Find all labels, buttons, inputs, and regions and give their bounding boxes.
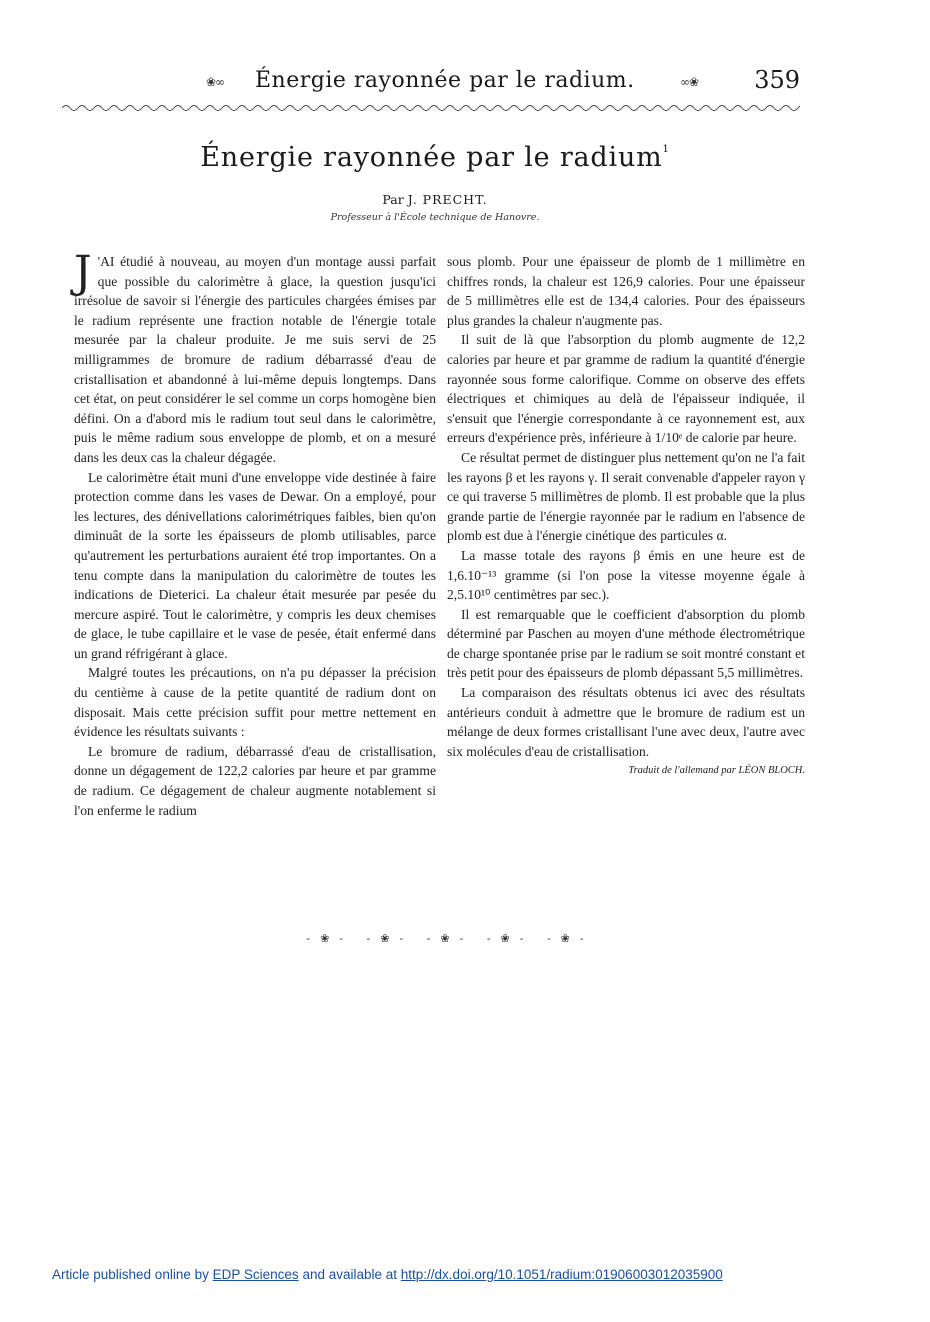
page-number: 359 xyxy=(754,66,800,94)
paragraph: La comparaison des résultats obtenus ici avec des résultats antérieurs conduit à admettre que le bromure de radium est un mélange de deux formes cristallisant l'une avec deux, l'autre avec six molécules d'eau de cristallisation. xyxy=(447,685,805,759)
paragraph: Le calorimètre était muni d'une enveloppe vide destinée à faire protection comme dans les vases de Dewar. On a employé, pour les lectures, des dénivellations calorimétriques faibles, bien qu'on diminuât de la sorte les épaisseurs de plomb utilisables, parce qu'autrement les perturbations auraient été trop importantes. On a tenu compte dans la manipulation du calorimètre de toutes les indications de Dieterici. La chaleur était mesurée par pesée du mercure aspiré. Tout le calorimètre, y compris les deux chemises de glace, le tube capillaire et le vase de pesée, était enfermé dans un grand réfrigérant à glace. xyxy=(74,469,436,661)
end-ornament-icon: -❀- -❀- -❀- -❀- -❀- xyxy=(306,932,594,945)
article-title-text: Énergie rayonnée par le radium xyxy=(200,142,663,173)
paragraph: Le bromure de radium, débarrassé d'eau de cristallisation, donne un dégagement de 122,2 calories par heure et par gramme de radium. Ce dégagement de chaleur augmente notablement si l'on enferme le radium xyxy=(74,743,436,818)
footer-prefix: Article published online by xyxy=(52,1267,209,1282)
paragraph: Ce résultat permet de distinguer plus nettement qu'on ne l'a fait les rayons β et les rayons γ. Il serait convenable d'appeler rayon γ ce qui traverse 5 millimètres de plomb. Il est probable que la plus grande partie de l'énergie rayonnée par le radium en l'absence de plomb est due à l'énergie cinétique des particules α. xyxy=(447,449,805,544)
paragraph: La masse totale des rayons β émis en une heure est de 1,6.10⁻¹³ gramme (si l'on pose la vitesse moyenne égale à 2,5.10¹⁰ centimètres par sec.). xyxy=(447,547,805,603)
paragraph: Malgré toutes les précautions, on n'a pu dépasser la précision du centième à cause de la petite quantité de radium dont on disposait. Mais cette précision suffit pour mettre nettement en évidence les résultats suivants : xyxy=(74,665,436,740)
paragraph: sous plomb. Pour une épaisseur de plomb de 1 millimètre en chiffres ronds, la chaleur est 126,9 calories. Pour une épaisseur de 5 millimètres elle est de 134,4 calories. Pour des épaisseurs plus grandes la chaleur n'augmente pas. xyxy=(447,254,805,328)
paragraph-text: 'AI étudié à nouveau, au moyen d'un montage aussi parfait que possible du calorimètre à glace, la question jusqu'ici irrésolue de savoir si l'énergie des particules chargées émises par le radium représente une fraction notable de l'énergie totale mesurée par la chaleur produite. Je me suis servi de 25 milligrammes de bromure de radium débarrassé d'eau de cristallisation et abandonné à lui-même depuis longtemps. Dans cet état, on peut considérer le sel comme un corps homogène bien défini. On a d'abord mis le radium tout seul dans le calorimètre, puis le même radium sous enveloppe de plomb, et on a mesuré dans les deux cas la chaleur dégagée. xyxy=(74,254,436,465)
footnote-marker: 1 xyxy=(662,144,670,155)
doi-link[interactable]: http://dx.doi.org/10.1051/radium:01906003012035900 xyxy=(400,1267,723,1282)
byline xyxy=(0,192,870,207)
right-column xyxy=(447,252,805,781)
paragraph: Il est remarquable que le coefficient d'absorption du plomb déterminé par Paschen au moyen d'une méthode électrométrique de charge spontanée prise par le radium se soit montré constant et très petit pour des épaisseurs de plomb dépassant 5,5 millimètres. xyxy=(447,606,805,681)
running-title: Énergie rayonnée par le radium. xyxy=(255,68,635,93)
publisher-link[interactable]: EDP Sciences xyxy=(212,1267,299,1282)
fleuron-left-icon: ❀∞ xyxy=(206,75,225,89)
paragraph: Il suit de là que l'absorption du plomb augmente de 12,2 calories par heure et par gramme de radium la quantité d'énergie rayonnée sous forme calorifique. Comme on observe des effets électriques et chimiques au delà de l'épaisseur indiquée, il s'ensuit que l'énergie correspondante à ce rayonnement est, aux erreurs d'expérience près, inférieure à 1/10ᵉ de calorie par heure. xyxy=(447,332,805,446)
byline-prefix: Par xyxy=(382,192,404,207)
footer-middle: and available at xyxy=(302,1267,398,1282)
drop-cap: J xyxy=(74,247,92,298)
decorative-rule xyxy=(62,103,800,113)
author-affiliation: Professeur à l'École technique de Hanovre. xyxy=(330,212,540,223)
paragraph xyxy=(74,247,436,468)
article-title xyxy=(0,142,870,173)
left-column xyxy=(74,247,436,820)
running-head xyxy=(60,66,800,102)
translator-credit: Traduit de l'allemand par LÉON BLOCH. xyxy=(628,765,805,777)
fleuron-right-icon: ∞❀ xyxy=(680,75,699,89)
publication-footer xyxy=(52,1267,723,1282)
author-name: J. PRECHT. xyxy=(407,192,488,207)
